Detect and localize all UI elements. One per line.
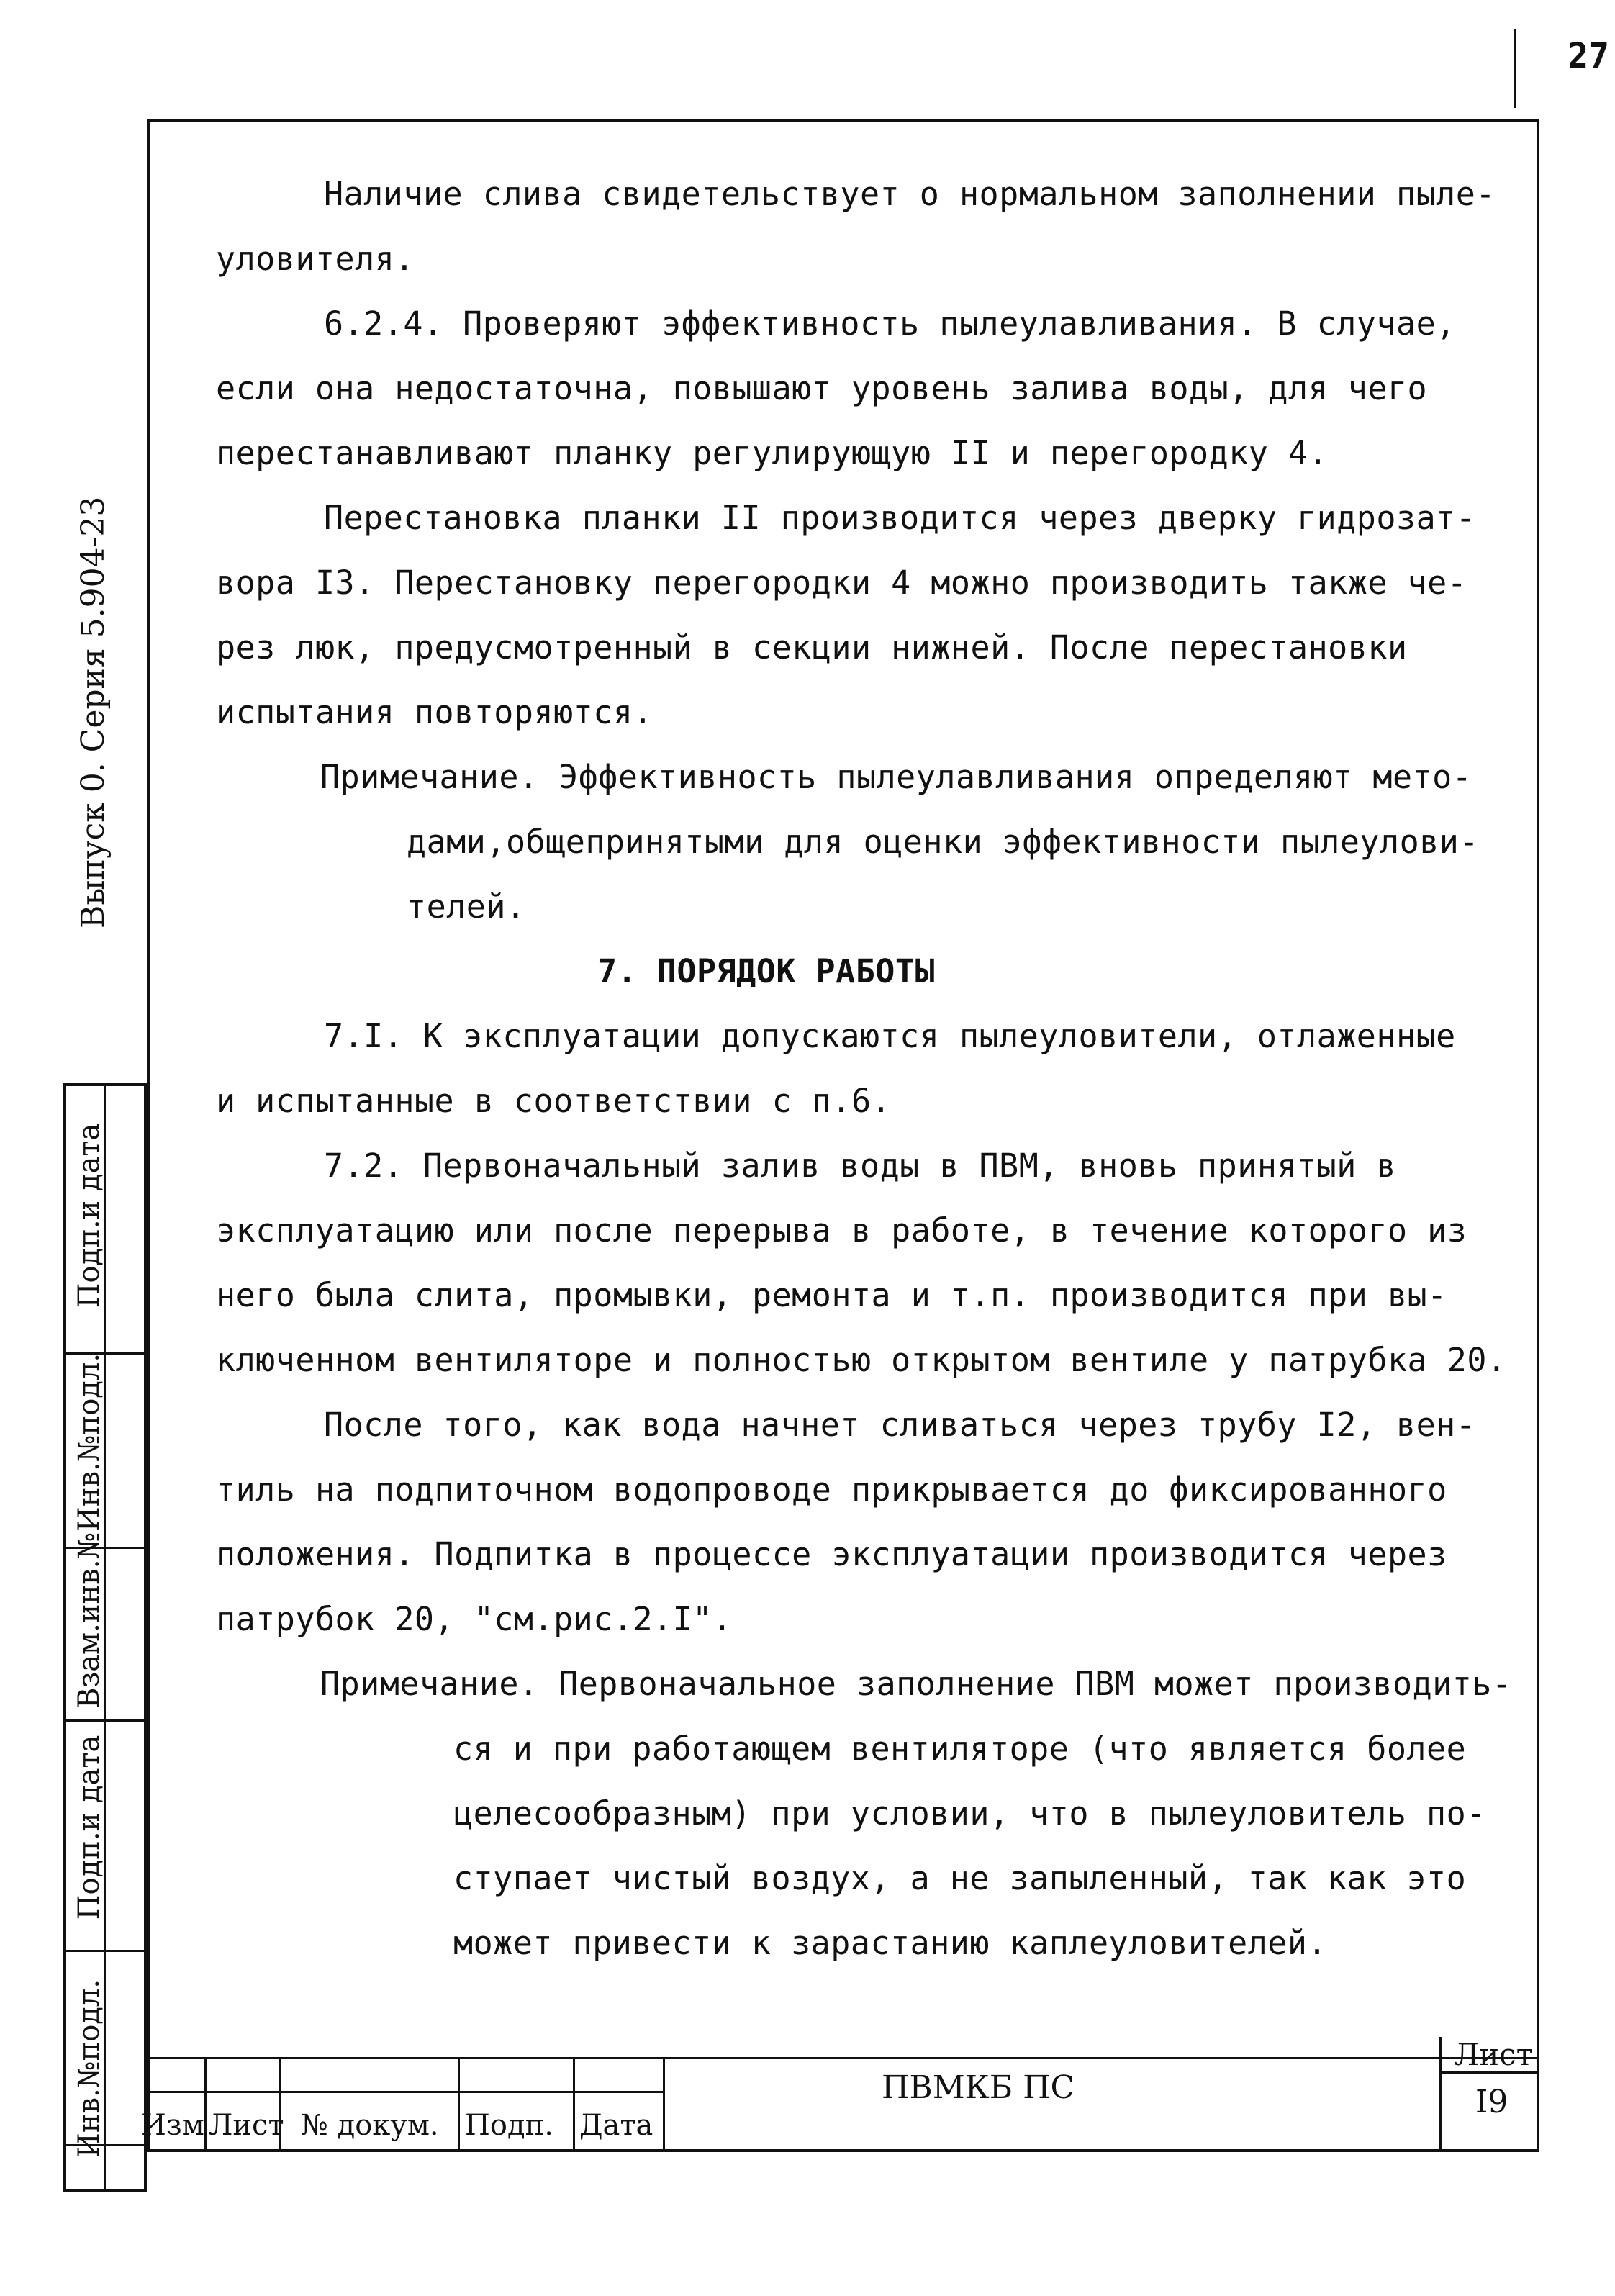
strip-label-podp-top: Подп.и дата: [73, 1123, 106, 1309]
note1-line2: дами,общепринятыми для оценки эффективности пылеулови-: [407, 823, 1479, 861]
para3-line1: Перестановка планки II производится через дверку гидрозат-: [324, 499, 1476, 537]
section-heading: 7. ПОРЯДОК РАБОТЫ: [597, 952, 936, 990]
series-label: Выпуск 0. Серия 5.904-23: [75, 496, 112, 928]
para5-line3: него была слита, промывки, ремонта и т.п. производится при вы-: [216, 1276, 1447, 1314]
tb-label-doc: № докум.: [301, 2109, 439, 2142]
sheet-label: Лист: [1454, 2037, 1533, 2072]
para5-line1: 7.2. Первоначальный залив воды в ПВМ, вновь принятый в: [324, 1147, 1396, 1185]
tb-col-sep-1: [204, 2057, 207, 2152]
note2-line1: Примечание. Первоначальное заполнение ПВМ может производить-: [320, 1665, 1512, 1703]
para2-line3: перестанавливают планку регулирующую II и перегородку 4.: [216, 434, 1329, 472]
para6-line1: После того, как вода начнет сливаться через трубу I2, вен-: [324, 1406, 1476, 1444]
para5-line4: ключенном вентиляторе и полностью открытом вентиле у патрубка 20.: [216, 1341, 1507, 1379]
document-code: ПВМКБ ПС: [882, 2069, 1075, 2106]
para6-line4: патрубок 20, "см.рис.2.I".: [216, 1600, 733, 1638]
left-stamp-strip: [63, 1083, 147, 2192]
document-body: [216, 162, 1519, 1976]
strip-divider-4: [66, 1950, 150, 1952]
note1-line1: Примечание. Эффективность пылеулавливания определяют мето-: [320, 758, 1472, 796]
para2-line2: если она недостаточна, повышают уровень залива воды, для чего: [216, 369, 1428, 407]
note2-line3: целесообразным) при условии, что в пылеуловитель по-: [453, 1794, 1486, 1832]
page-number: 27: [1568, 36, 1609, 76]
para1-line2: уловителя.: [216, 240, 415, 278]
tb-top-line: [147, 2057, 1539, 2059]
note2-line4: ступает чистый воздух, а не запыленный, так как это: [453, 1859, 1467, 1897]
strip-label-inv-podl-top: Инв.№подл.: [73, 1352, 106, 1532]
strip-label-podp-bottom: Подп.и дата: [73, 1735, 106, 1920]
tb-label-list: Лист: [209, 2109, 284, 2142]
top-tick-line: [1514, 29, 1516, 108]
tb-col-sep-5: [663, 2057, 665, 2152]
para1-line1: Наличие слива свидетельствует о нормальном заполнении пыле-: [324, 175, 1496, 213]
note2-line5: может привести к зарастанию каплеуловителей.: [453, 1924, 1328, 1962]
para3-line3: рез люк, предусмотренный в секции нижней. После перестановки: [216, 628, 1408, 666]
para2-line1: 6.2.4. Проверяют эффективность пылеулавливания. В случае,: [324, 304, 1456, 343]
tb-middle-line: [147, 2091, 665, 2093]
note1-line3: телей.: [407, 887, 526, 926]
tb-label-izm: Изм: [141, 2109, 204, 2142]
para4-line2: и испытанные в соответствии с п.6.: [216, 1082, 892, 1120]
para4-line1: 7.I. К эксплуатации допускаются пылеуловители, отлаженные: [324, 1017, 1456, 1055]
para6-line2: тиль на подпиточном водопроводе прикрывается до фиксированного: [216, 1470, 1447, 1509]
strip-label-inv-podl-bottom: Инв.№подл.: [73, 1979, 106, 2159]
tb-label-podp: Подп.: [465, 2109, 553, 2142]
tb-col-sep-6: [1439, 2037, 1442, 2152]
tb-label-data: Дата: [579, 2109, 653, 2142]
para3-line4: испытания повторяются.: [216, 693, 653, 731]
para3-line2: вора I3. Перестановку перегородки 4 можно производить также че-: [216, 564, 1467, 602]
sheet-number: I9: [1475, 2084, 1508, 2120]
note2-line2: ся и при работающем вентиляторе (что является более: [453, 1730, 1467, 1768]
strip-label-vzam-inv: Взам.инв.№: [73, 1532, 106, 1709]
para5-line2: эксплуатацию или после перерыва в работе, в течение которого из: [216, 1211, 1467, 1249]
para6-line3: положения. Подпитка в процессе эксплуатации производится через: [216, 1535, 1447, 1573]
tb-col-sep-4: [573, 2057, 575, 2152]
tb-col-sep-3: [458, 2057, 460, 2152]
